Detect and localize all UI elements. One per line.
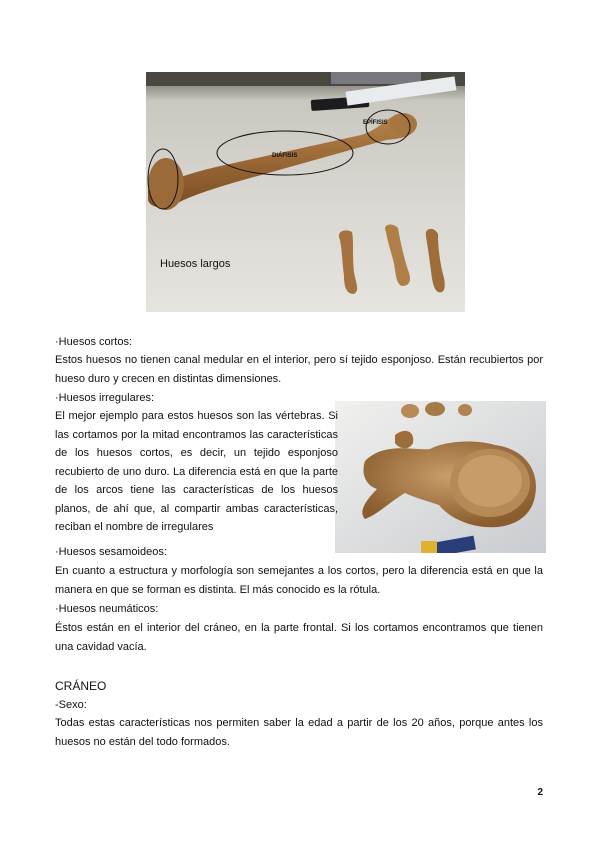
- long-bones-photo: [146, 72, 465, 312]
- neumaticos-text: Éstos están en el interior del cráneo, en la parte frontal. Si los cortamos encontramos que tienen una cavidad vacía.: [55, 622, 543, 653]
- craneo-heading: CRÁNEO: [55, 679, 107, 693]
- sesamoideos-text: En cuanto a estructura y morfología son semejantes a los cortos, pero la diferencia está en que la manera en que se forman es distinta. El más conocido es la rótula.: [55, 565, 543, 596]
- irregulares-heading: ·Huesos irregulares:: [55, 392, 155, 404]
- sesamoideos-heading: ·Huesos sesamoideos:: [55, 546, 167, 558]
- page-number: 2: [537, 787, 543, 798]
- sexo-text: Todas estas características nos permiten saber la edad a partir de los 20 años, porque antes los huesos no están del todo formados.: [55, 717, 543, 748]
- photo-caption: Huesos largos: [160, 258, 231, 270]
- cortos-heading: ·Huesos cortos:: [55, 336, 133, 348]
- neumaticos-heading: ·Huesos neumáticos:: [55, 603, 159, 615]
- diafisis-label: DIÁFISIS: [272, 153, 298, 159]
- sexo-heading: -Sexo:: [55, 699, 87, 711]
- epifisis-label: EPÍFISIS: [363, 120, 388, 126]
- cortos-text: Estos huesos no tienen canal medular en el interior, pero sí tejido esponjoso. Están recubiertos por hueso duro y crecen en distintas dimensiones.: [55, 354, 543, 385]
- irregulares-text: El mejor ejemplo para estos huesos son las vértebras. Si las cortamos por la mitad encontramos las características de los huesos cortos, es decir, un tejido esponjoso recubierto de uno duro. La diferencia está en que la parte de los arcos tiene las características de los huesos planos, de ahí que, al compartir ambas características, reciban el nombre de irregulares: [55, 410, 338, 533]
- vertebra-photo: [335, 401, 546, 553]
